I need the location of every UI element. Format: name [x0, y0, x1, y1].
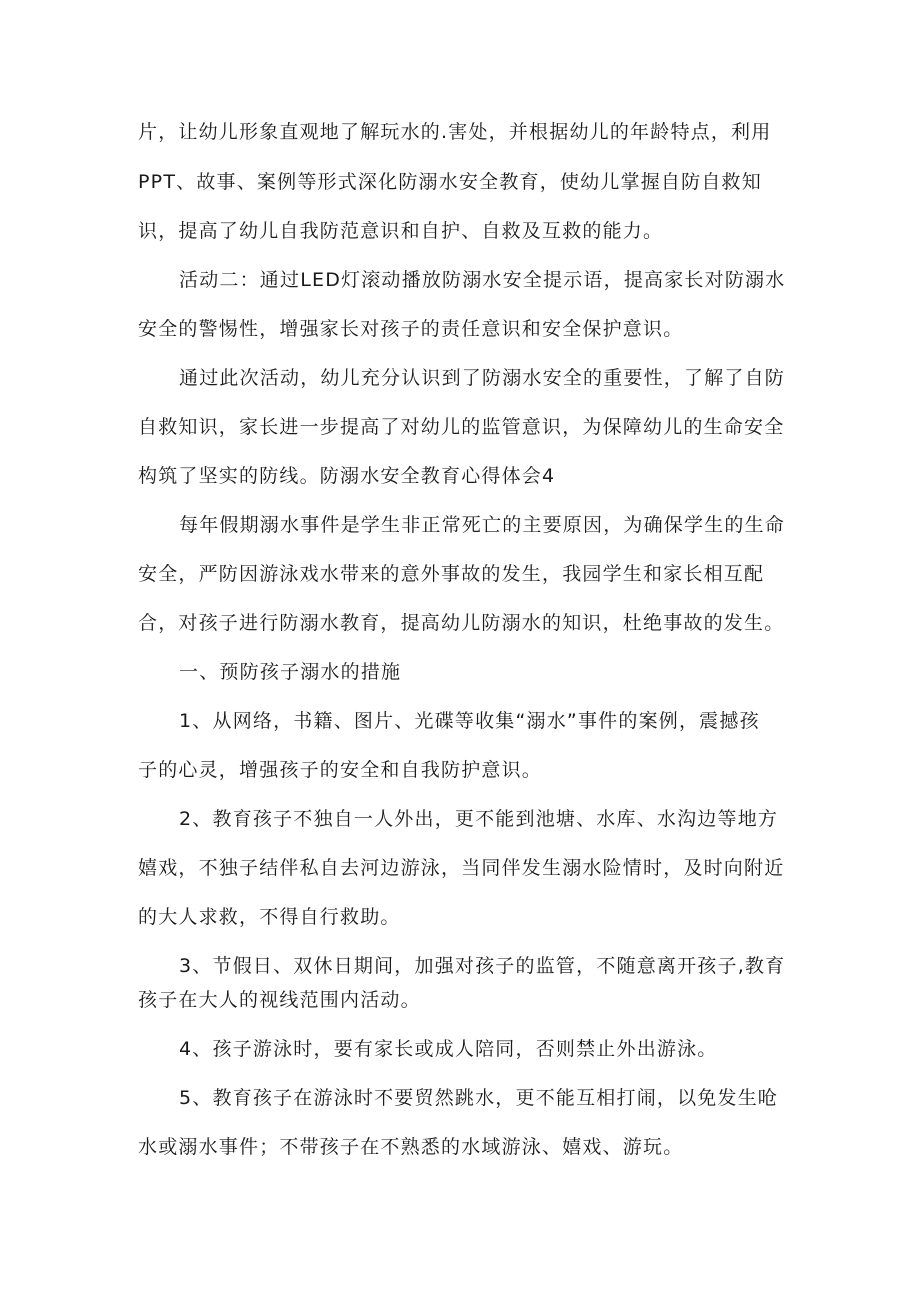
- text-line: 合，对孩子进行防溺水教育，提高幼儿防溺水的知识，杜绝事故的发生。: [138, 612, 785, 634]
- text-line: 自救知识，家长进一步提高了对幼儿的监管意识，为保障幼儿的生命安全: [138, 416, 785, 438]
- text-line: 通过此次活动，幼儿充分认识到了防溺水安全的重要性，了解了自防: [179, 367, 786, 389]
- text-line: 1、从网络，书籍、图片、光碟等收集“溺水”事件的案例，震撼孩: [179, 710, 760, 732]
- section-heading: 一、预防孩子溺水的措施: [179, 661, 402, 683]
- text-line: 片，让幼儿形象直观地了解玩水的.害处，并根据幼儿的年龄特点，利用: [138, 121, 772, 143]
- text-line: 水或溺水事件；不带孩子在不熟悉的水域游泳、嬉戏、游玩。: [138, 1136, 684, 1158]
- text-line: 识，提高了幼儿自我防范意识和自护、自救及互救的能力。: [138, 220, 664, 242]
- text-line: 孩子在大人的视线范围内活动。: [138, 989, 421, 1011]
- text-line: 每年假期溺水事件是学生非正常死亡的主要原因，为确保学生的生命: [179, 514, 786, 536]
- text-line: 构筑了坚实的防线。防溺水安全教育心得体会4: [138, 465, 556, 487]
- text-line: 子的心灵，增强孩子的安全和自我防护意识。: [138, 759, 543, 781]
- text-line: 的大人求救，不得自行救助。: [138, 906, 401, 928]
- text-line: PPT、故事、案例等形式深化防溺水安全教育，使幼儿掌握自防自救知: [138, 171, 762, 193]
- text-line: 4、孩子游泳时，要有家长或成人陪同，否则禁止外出游泳。: [179, 1038, 718, 1060]
- text-line: 安全，严防因游泳戏水带来的意外事故的发生，我园学生和家长相互配: [138, 563, 765, 585]
- text-line: 嬉戏，不独子结伴私自去河边游泳，当同伴发生溺水险情时，及时向附近: [138, 857, 785, 879]
- text-line: 活动二：通过LED灯滚动播放防溺水安全提示语，提高家长对防溺水: [179, 269, 786, 291]
- text-line: 2、教育孩子不独自一人外出，更不能到池塘、水库、水沟边等地方: [179, 808, 779, 830]
- text-line: 5、教育孩子在游泳时不要贸然跳水，更不能互相打闹，以免发生呛: [179, 1087, 779, 1109]
- text-line: 安全的警惕性，增强家长对孩子的责任意识和安全保护意识。: [138, 318, 684, 340]
- text-line: 3、节假日、双休日期间，加强对孩子的监管，不随意离开孩子,教育: [179, 955, 786, 977]
